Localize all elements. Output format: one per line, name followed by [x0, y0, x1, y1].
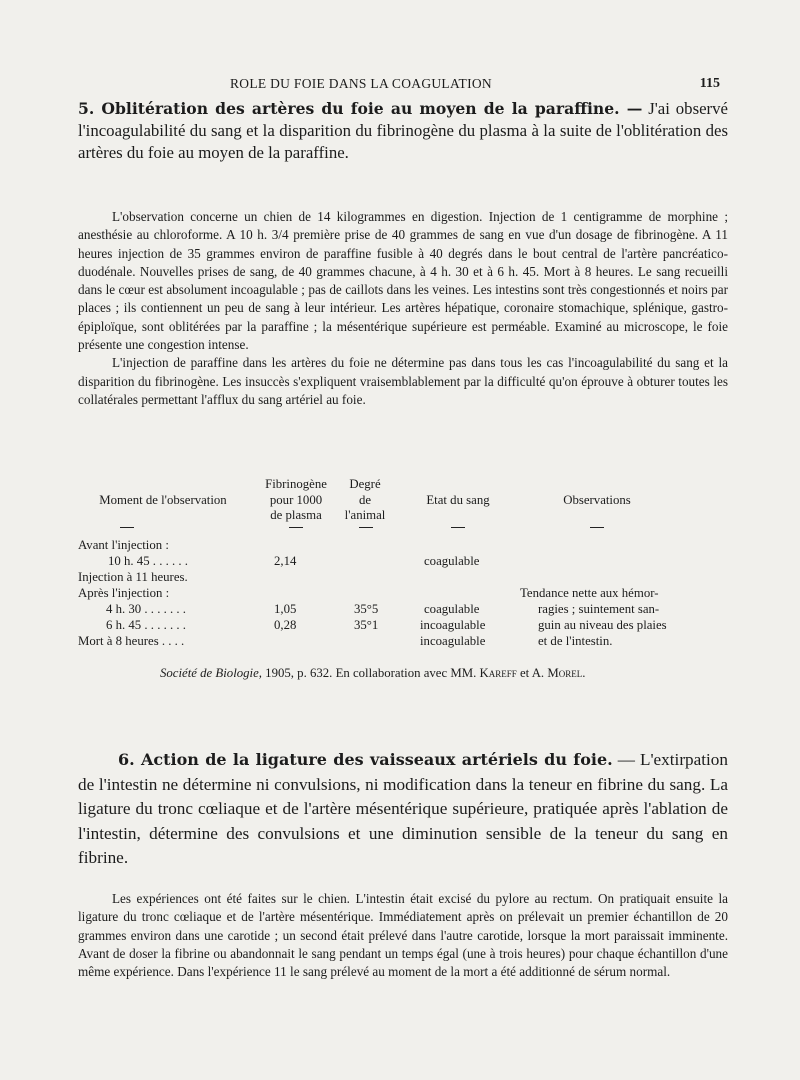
- results-table: [78, 477, 728, 647]
- section-6-body: [78, 890, 728, 981]
- header-degre: Degré de l'animal: [344, 477, 386, 522]
- running-head: [0, 76, 800, 96]
- table-cell-etat: incoagulable: [420, 634, 486, 648]
- citation-journal: Société de Biologie,: [160, 666, 262, 680]
- section-5-body: [78, 208, 728, 409]
- section-5-paragraph-2: L'injection de paraffine dans les artères du foie ne détermine pas dans tous les cas l'incoagulabilité du sang et la disparition du fibrinogène. Les insuccès s'expliquent vraisemblablement par la difficulté qu'on éprouve à obturer toutes les collatérales permettant l'afflux du sang artériel au foie.: [78, 355, 728, 407]
- table-cell-moment: 4 h. 30 . . . . . . .: [106, 602, 186, 616]
- table-cell-moment: 6 h. 45 . . . . . . .: [106, 618, 186, 632]
- table-cell-degre: 35°5: [354, 602, 379, 616]
- table-cell-fibrinogene: 2,14: [274, 554, 297, 568]
- citation-and: et A.: [516, 666, 548, 680]
- observations-line: guin au niveau des plaies: [538, 618, 667, 632]
- table-cell-etat: coagulable: [424, 602, 480, 616]
- column-rule: [451, 527, 465, 528]
- table-cell-fibrinogene: 1,05: [274, 602, 297, 616]
- citation: [160, 666, 585, 681]
- table-cell-etat: coagulable: [424, 554, 480, 568]
- section-6-title: 6. Action de la ligature des vaisseaux artériels du foie.: [118, 750, 613, 769]
- table-cell-fibrinogene: 0,28: [274, 618, 297, 632]
- column-rule: [359, 527, 373, 528]
- table-cell-moment: Mort à 8 heures . . . .: [78, 634, 185, 648]
- header-moment: Moment de l'observation: [99, 493, 227, 507]
- citation-end: .: [582, 666, 586, 680]
- citation-author-1: Kareff: [479, 666, 517, 680]
- section-5-paragraph-1: L'observation concerne un chien de 14 kilogrammes en digestion. Injection de 1 centigramme de morphine ; anesthésie au chloroforme. A 10 h. 3/4 première prise de 40 grammes de sang en vue d'un dosage de fibrinogène. A 11 heures injection de 35 grammes environ de paraffine fusible à 40 degrés dans le bout central de l'artère pancréatico-duodénale. Nouvelles prises de sang, de 40 grammes chacune, à 4 h. 30 et à 6 h. 45. Mort à 8 heures. Le sang recueilli dans le cœur est absolument incoagulable ; pas de caillots dans les veines. Les intestins sont très congestionnés et noirs par places ; ils contiennent un peu de sang à leur intérieur. Les artères hépatique, coronaire stomachique, splénique, gastro-épiploïque, sont oblitérées par la paraffine ; la mésentérique supérieure est perméable. Examiné au microscope, le foie présente une congestion intense.: [78, 209, 728, 353]
- section-5-heading: [78, 98, 728, 164]
- header-fibrinogene: Fibrinogène pour 1000 de plasma: [265, 477, 327, 522]
- header-observations: Observations: [563, 493, 631, 507]
- header-etat: Etat du sang: [426, 493, 490, 507]
- table-cell-moment: 10 h. 45 . . . . . .: [108, 554, 188, 568]
- table-cell-moment: Après l'injection :: [78, 586, 170, 600]
- table-cell-degre: 35°1: [354, 618, 379, 632]
- page-number: 115: [699, 76, 720, 91]
- section-6-summary: — L'extirpation de l'intestin ne détermine ni convulsions, ni modification dans la teneur en fibrine du sang. La ligature du tronc cœliaque et de l'artère mésentérique supérieure, pratiquée après l'ablation de l'intestin, détermine des convulsions et une diminution sensible de la teneur du sang en fibrine.: [78, 750, 728, 867]
- section-6-heading: [78, 748, 728, 871]
- running-title: ROLE DU FOIE DANS LA COAGULATION: [230, 76, 492, 91]
- table-cell-moment: Injection à 11 heures.: [78, 570, 188, 584]
- section-5-summary: J'ai observé l'incoagulabilité du sang et la disparition du fibrinogène du plasma à la suite de l'oblitération des artères du foie au moyen de la paraffine.: [78, 99, 728, 162]
- citation-ref: 1905, p. 632. En collaboration avec MM.: [261, 666, 480, 680]
- section-5-title: 5. Oblitération des artères du foie au moyen de la paraffine. —: [78, 99, 643, 118]
- column-rule: [289, 527, 303, 528]
- column-rule: [590, 527, 604, 528]
- table-cell-etat: incoagulable: [420, 618, 486, 632]
- citation-author-2: Morel: [547, 666, 583, 680]
- observations-line: Tendance nette aux hémor-: [520, 586, 659, 600]
- table-cell-moment: Avant l'injection :: [78, 538, 169, 552]
- observations-line: ragies ; suintement san-: [538, 602, 660, 616]
- section-6-paragraph-1: Les expériences ont été faites sur le chien. L'intestin était excisé du pylore au rectum. On pratiquait ensuite la ligature du tronc cœliaque et de l'artère mésentérique. Immédiatement après on prélevait un premier échantillon de 20 grammes environ dans une carotide ; un second était prélevé dans l'autre carotide, lorsque la mort paraissait imminente. Avant de doser la fibrine ou abandonnait le sang pendant un temps égal (une à trois heures) pour chaque échantillon d'une même expérience. Dans l'expérience 11 le sang prélevé au moment de la mort a été additionné de sérum normal.: [78, 891, 728, 980]
- observations-line: et de l'intestin.: [538, 634, 613, 648]
- column-rule: [120, 527, 134, 528]
